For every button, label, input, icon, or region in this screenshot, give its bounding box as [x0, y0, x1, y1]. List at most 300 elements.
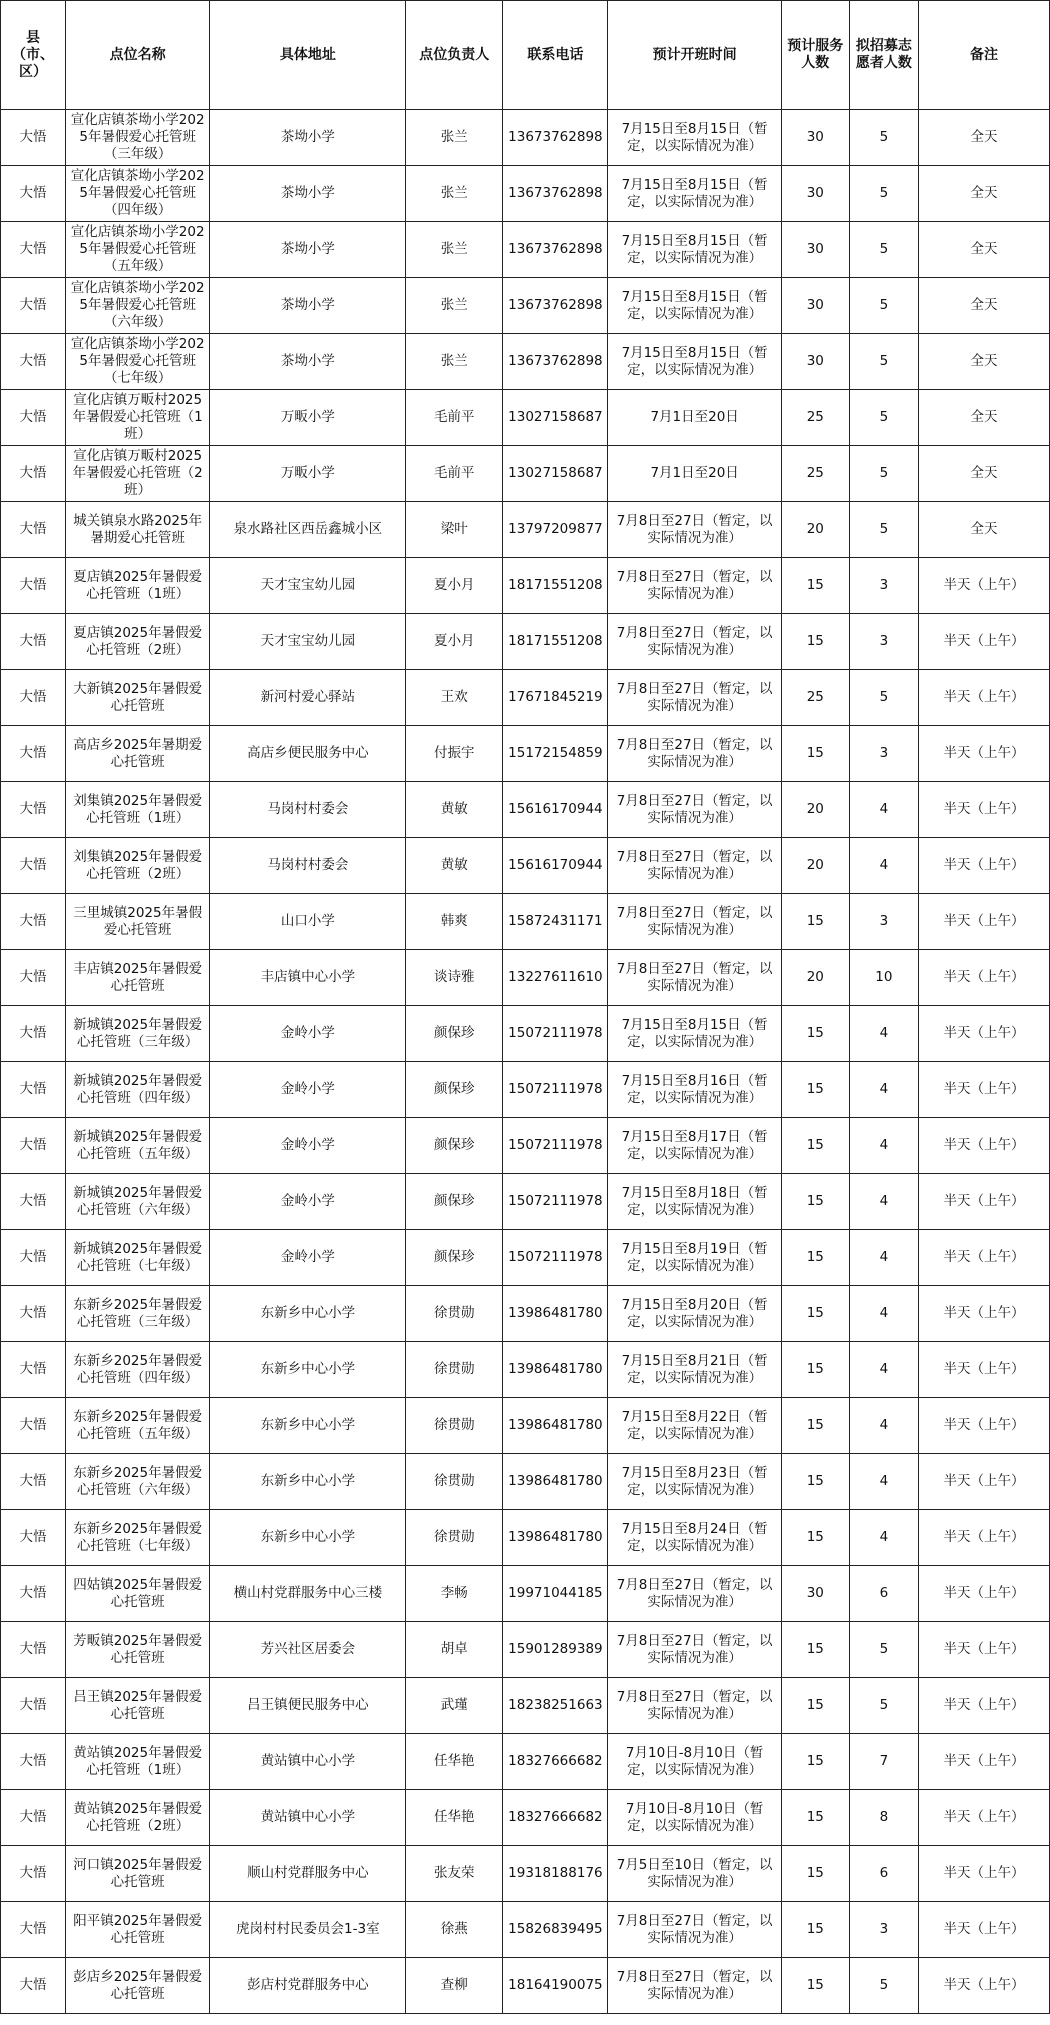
cell-county: 大悟: [1, 390, 66, 446]
cell-address: 茶坳小学: [210, 222, 406, 278]
cell-address: 黄站镇中心小学: [210, 1734, 406, 1790]
cell-person: 张兰: [406, 110, 503, 166]
cell-phone: 15826839495: [503, 1902, 608, 1958]
cell-phone: 18164190075: [503, 1958, 608, 2014]
cell-time: 7月8日至27日（暂定，以实际情况为准）: [608, 670, 781, 726]
cell-address: 山口小学: [210, 894, 406, 950]
cell-county: 大悟: [1, 1902, 66, 1958]
cell-service-count: 15: [781, 1118, 849, 1174]
cell-address: 新河村爱心驿站: [210, 670, 406, 726]
cell-phone: 15072111978: [503, 1174, 608, 1230]
table-row: [1, 1790, 1050, 1846]
cell-address: 万畈小学: [210, 390, 406, 446]
cell-time: 7月15日至8月16日（暂定，以实际情况为准）: [608, 1062, 781, 1118]
cell-service-count: 20: [781, 950, 849, 1006]
cell-service-count: 25: [781, 446, 849, 502]
cell-name: 宣化店镇茶坳小学2025年暑假爱心托管班（三年级）: [65, 110, 209, 166]
cell-person: 张兰: [406, 222, 503, 278]
table-row: [1, 1118, 1050, 1174]
cell-note: 半天（上午）: [918, 1006, 1049, 1062]
cell-note: 半天（上午）: [918, 1454, 1049, 1510]
cell-phone: 13673762898: [503, 166, 608, 222]
cell-person: 毛前平: [406, 446, 503, 502]
cell-time: 7月8日至27日（暂定，以实际情况为准）: [608, 1678, 781, 1734]
cell-phone: 19971044185: [503, 1566, 608, 1622]
cell-phone: 13986481780: [503, 1398, 608, 1454]
cell-address: 东新乡中心小学: [210, 1510, 406, 1566]
cell-address: 东新乡中心小学: [210, 1454, 406, 1510]
cell-address: 金岭小学: [210, 1118, 406, 1174]
cell-county: 大悟: [1, 222, 66, 278]
cell-person: 颜保珍: [406, 1174, 503, 1230]
cell-county: 大悟: [1, 1958, 66, 2014]
cell-address: 天才宝宝幼儿园: [210, 614, 406, 670]
cell-note: 半天（上午）: [918, 950, 1049, 1006]
table-row: [1, 1174, 1050, 1230]
cell-time: 7月15日至8月23日（暂定，以实际情况为准）: [608, 1454, 781, 1510]
cell-note: 半天（上午）: [918, 1734, 1049, 1790]
cell-address: 茶坳小学: [210, 278, 406, 334]
cell-service-count: 15: [781, 1006, 849, 1062]
cell-phone: 15072111978: [503, 1230, 608, 1286]
cell-volunteer-count: 5: [849, 670, 918, 726]
cell-address: 彭店村党群服务中心: [210, 1958, 406, 2014]
cell-note: 半天（上午）: [918, 1398, 1049, 1454]
cell-name: 宣化店镇万畈村2025年暑假爱心托管班（1班）: [65, 390, 209, 446]
cell-time: 7月1日至20日: [608, 446, 781, 502]
cell-volunteer-count: 5: [849, 222, 918, 278]
header-volunteer-count: 拟招募志愿者人数: [849, 1, 918, 110]
cell-phone: 15072111978: [503, 1118, 608, 1174]
cell-note: 半天（上午）: [918, 1958, 1049, 2014]
cell-person: 颜保珍: [406, 1230, 503, 1286]
cell-service-count: 15: [781, 1734, 849, 1790]
cell-volunteer-count: 4: [849, 838, 918, 894]
cell-phone: 18171551208: [503, 558, 608, 614]
cell-person: 徐贯勋: [406, 1398, 503, 1454]
cell-phone: 15616170944: [503, 838, 608, 894]
cell-address: 东新乡中心小学: [210, 1398, 406, 1454]
cell-phone: 13027158687: [503, 390, 608, 446]
cell-address: 茶坳小学: [210, 166, 406, 222]
cell-person: 查柳: [406, 1958, 503, 2014]
cell-county: 大悟: [1, 1510, 66, 1566]
table-row: [1, 558, 1050, 614]
cell-volunteer-count: 10: [849, 950, 918, 1006]
table-row: [1, 1454, 1050, 1510]
cell-person: 夏小月: [406, 614, 503, 670]
cell-name: 黄站镇2025年暑假爱心托管班（2班）: [65, 1790, 209, 1846]
header-phone: 联系电话: [503, 1, 608, 110]
cell-county: 大悟: [1, 1286, 66, 1342]
cell-county: 大悟: [1, 1790, 66, 1846]
cell-person: 武瑾: [406, 1678, 503, 1734]
cell-volunteer-count: 3: [849, 1902, 918, 1958]
cell-address: 马岗村村委会: [210, 782, 406, 838]
cell-note: 半天（上午）: [918, 1118, 1049, 1174]
cell-county: 大悟: [1, 1566, 66, 1622]
cell-volunteer-count: 4: [849, 1006, 918, 1062]
cell-time: 7月15日至8月15日（暂定，以实际情况为准）: [608, 110, 781, 166]
cell-person: 徐贯勋: [406, 1510, 503, 1566]
header-name: 点位名称: [65, 1, 209, 110]
cell-note: 半天（上午）: [918, 614, 1049, 670]
cell-phone: 18171551208: [503, 614, 608, 670]
cell-phone: 15072111978: [503, 1006, 608, 1062]
cell-person: 夏小月: [406, 558, 503, 614]
cell-person: 张兰: [406, 166, 503, 222]
cell-note: 全天: [918, 222, 1049, 278]
cell-time: 7月15日至8月18日（暂定，以实际情况为准）: [608, 1174, 781, 1230]
cell-person: 黄敏: [406, 782, 503, 838]
cell-note: 半天（上午）: [918, 782, 1049, 838]
cell-county: 大悟: [1, 614, 66, 670]
cell-address: 金岭小学: [210, 1006, 406, 1062]
cell-note: 半天（上午）: [918, 894, 1049, 950]
cell-phone: 13797209877: [503, 502, 608, 558]
cell-person: 张兰: [406, 334, 503, 390]
cell-person: 颜保珍: [406, 1118, 503, 1174]
cell-time: 7月15日至8月15日（暂定，以实际情况为准）: [608, 334, 781, 390]
cell-volunteer-count: 5: [849, 1958, 918, 2014]
cell-note: 全天: [918, 166, 1049, 222]
cell-note: 半天（上午）: [918, 726, 1049, 782]
table-row: [1, 1342, 1050, 1398]
cell-county: 大悟: [1, 1678, 66, 1734]
cell-person: 任华艳: [406, 1734, 503, 1790]
cell-phone: 18327666682: [503, 1734, 608, 1790]
cell-county: 大悟: [1, 1230, 66, 1286]
header-time: 预计开班时间: [608, 1, 781, 110]
cell-name: 三里城镇2025年暑假爱心托管班: [65, 894, 209, 950]
cell-name: 芳畈镇2025年暑假爱心托管班: [65, 1622, 209, 1678]
cell-service-count: 15: [781, 1622, 849, 1678]
cell-name: 宣化店镇茶坳小学2025年暑假爱心托管班（五年级）: [65, 222, 209, 278]
table-row: [1, 278, 1050, 334]
cell-county: 大悟: [1, 278, 66, 334]
cell-address: 黄站镇中心小学: [210, 1790, 406, 1846]
cell-time: 7月15日至8月24日（暂定，以实际情况为准）: [608, 1510, 781, 1566]
cell-county: 大悟: [1, 446, 66, 502]
header-address: 具体地址: [210, 1, 406, 110]
cell-note: 全天: [918, 446, 1049, 502]
cell-volunteer-count: 8: [849, 1790, 918, 1846]
cell-address: 万畈小学: [210, 446, 406, 502]
cell-service-count: 15: [781, 1678, 849, 1734]
table-row: [1, 1958, 1050, 2014]
cell-volunteer-count: 5: [849, 1678, 918, 1734]
cell-time: 7月15日至8月15日（暂定，以实际情况为准）: [608, 1006, 781, 1062]
cell-note: 半天（上午）: [918, 1230, 1049, 1286]
cell-volunteer-count: 5: [849, 278, 918, 334]
cell-service-count: 15: [781, 614, 849, 670]
cell-note: 全天: [918, 334, 1049, 390]
table-row: [1, 1846, 1050, 1902]
cell-service-count: 15: [781, 1398, 849, 1454]
cell-person: 任华艳: [406, 1790, 503, 1846]
cell-name: 城关镇泉水路2025年暑期爱心托管班: [65, 502, 209, 558]
cell-address: 顺山村党群服务中心: [210, 1846, 406, 1902]
cell-note: 半天（上午）: [918, 1846, 1049, 1902]
cell-time: 7月1日至20日: [608, 390, 781, 446]
cell-name: 黄站镇2025年暑假爱心托管班（1班）: [65, 1734, 209, 1790]
table-row: [1, 1398, 1050, 1454]
cell-phone: 13986481780: [503, 1286, 608, 1342]
cell-volunteer-count: 4: [849, 1454, 918, 1510]
cell-time: 7月8日至27日（暂定，以实际情况为准）: [608, 1566, 781, 1622]
cell-name: 东新乡2025年暑假爱心托管班（四年级）: [65, 1342, 209, 1398]
cell-name: 夏店镇2025年暑假爱心托管班（2班）: [65, 614, 209, 670]
table-row: [1, 894, 1050, 950]
table-row: [1, 1734, 1050, 1790]
cell-note: 半天（上午）: [918, 1790, 1049, 1846]
cell-phone: 13027158687: [503, 446, 608, 502]
table-row: [1, 390, 1050, 446]
cell-county: 大悟: [1, 726, 66, 782]
cell-person: 谈诗雅: [406, 950, 503, 1006]
table-row: [1, 1566, 1050, 1622]
cell-county: 大悟: [1, 1174, 66, 1230]
cell-volunteer-count: 4: [849, 782, 918, 838]
cell-note: 半天（上午）: [918, 1286, 1049, 1342]
cell-county: 大悟: [1, 1398, 66, 1454]
cell-name: 新城镇2025年暑假爱心托管班（六年级）: [65, 1174, 209, 1230]
cell-time: 7月8日至27日（暂定，以实际情况为准）: [608, 894, 781, 950]
cell-service-count: 15: [781, 1790, 849, 1846]
cell-time: 7月8日至27日（暂定，以实际情况为准）: [608, 726, 781, 782]
table-row: [1, 1286, 1050, 1342]
table-row: [1, 670, 1050, 726]
cell-phone: 13986481780: [503, 1454, 608, 1510]
cell-name: 刘集镇2025年暑假爱心托管班（1班）: [65, 782, 209, 838]
table-row: [1, 222, 1050, 278]
cell-phone: 13673762898: [503, 334, 608, 390]
cell-service-count: 15: [781, 1174, 849, 1230]
table-row: [1, 1230, 1050, 1286]
cell-note: 半天（上午）: [918, 1174, 1049, 1230]
cell-name: 新城镇2025年暑假爱心托管班（三年级）: [65, 1006, 209, 1062]
cell-name: 阳平镇2025年暑假爱心托管班: [65, 1902, 209, 1958]
cell-person: 颜保珍: [406, 1062, 503, 1118]
cell-name: 四姑镇2025年暑假爱心托管班: [65, 1566, 209, 1622]
header-service-count: 预计服务人数: [781, 1, 849, 110]
cell-county: 大悟: [1, 1846, 66, 1902]
cell-county: 大悟: [1, 502, 66, 558]
cell-phone: 13986481780: [503, 1510, 608, 1566]
cell-note: 半天（上午）: [918, 838, 1049, 894]
cell-phone: 13673762898: [503, 278, 608, 334]
cell-volunteer-count: 6: [849, 1566, 918, 1622]
cell-time: 7月8日至27日（暂定，以实际情况为准）: [608, 838, 781, 894]
cell-name: 东新乡2025年暑假爱心托管班（七年级）: [65, 1510, 209, 1566]
cell-county: 大悟: [1, 670, 66, 726]
cell-phone: 13227611610: [503, 950, 608, 1006]
cell-person: 韩爽: [406, 894, 503, 950]
cell-county: 大悟: [1, 838, 66, 894]
cell-volunteer-count: 4: [849, 1398, 918, 1454]
cell-volunteer-count: 3: [849, 726, 918, 782]
cell-county: 大悟: [1, 1342, 66, 1398]
cell-address: 金岭小学: [210, 1062, 406, 1118]
cell-volunteer-count: 3: [849, 894, 918, 950]
cell-volunteer-count: 4: [849, 1286, 918, 1342]
cell-name: 宣化店镇茶坳小学2025年暑假爱心托管班（六年级）: [65, 278, 209, 334]
cell-service-count: 20: [781, 502, 849, 558]
cell-note: 半天（上午）: [918, 1902, 1049, 1958]
cell-name: 宣化店镇万畈村2025年暑假爱心托管班（2班）: [65, 446, 209, 502]
cell-note: 全天: [918, 390, 1049, 446]
cell-name: 新城镇2025年暑假爱心托管班（五年级）: [65, 1118, 209, 1174]
cell-name: 河口镇2025年暑假爱心托管班: [65, 1846, 209, 1902]
cell-phone: 13986481780: [503, 1342, 608, 1398]
cell-volunteer-count: 3: [849, 558, 918, 614]
cell-service-count: 25: [781, 390, 849, 446]
table-row: [1, 1006, 1050, 1062]
cell-volunteer-count: 4: [849, 1174, 918, 1230]
cell-address: 高店乡便民服务中心: [210, 726, 406, 782]
cell-volunteer-count: 6: [849, 1846, 918, 1902]
cell-service-count: 15: [781, 1230, 849, 1286]
cell-person: 王欢: [406, 670, 503, 726]
cell-person: 颜保珍: [406, 1006, 503, 1062]
cell-service-count: 30: [781, 222, 849, 278]
cell-volunteer-count: 5: [849, 446, 918, 502]
cell-time: 7月15日至8月15日（暂定，以实际情况为准）: [608, 278, 781, 334]
cell-county: 大悟: [1, 1118, 66, 1174]
cell-county: 大悟: [1, 334, 66, 390]
cell-note: 半天（上午）: [918, 1342, 1049, 1398]
cell-volunteer-count: 5: [849, 334, 918, 390]
cell-service-count: 25: [781, 670, 849, 726]
cell-phone: 15072111978: [503, 1062, 608, 1118]
cell-county: 大悟: [1, 782, 66, 838]
cell-county: 大悟: [1, 558, 66, 614]
cell-note: 半天（上午）: [918, 1510, 1049, 1566]
cell-county: 大悟: [1, 1454, 66, 1510]
cell-time: 7月8日至27日（暂定，以实际情况为准）: [608, 782, 781, 838]
table-row: [1, 782, 1050, 838]
table-row: [1, 110, 1050, 166]
cell-service-count: 15: [781, 726, 849, 782]
cell-county: 大悟: [1, 1734, 66, 1790]
cell-person: 徐燕: [406, 1902, 503, 1958]
table-row: [1, 502, 1050, 558]
cell-volunteer-count: 7: [849, 1734, 918, 1790]
cell-time: 7月8日至27日（暂定，以实际情况为准）: [608, 558, 781, 614]
cell-time: 7月15日至8月15日（暂定，以实际情况为准）: [608, 222, 781, 278]
cell-address: 金岭小学: [210, 1230, 406, 1286]
cell-address: 茶坳小学: [210, 334, 406, 390]
table-row: [1, 1902, 1050, 1958]
cell-time: 7月15日至8月17日（暂定，以实际情况为准）: [608, 1118, 781, 1174]
cell-service-count: 15: [781, 1454, 849, 1510]
table-row: [1, 1678, 1050, 1734]
cell-address: 泉水路社区西岳鑫城小区: [210, 502, 406, 558]
cell-address: 天才宝宝幼儿园: [210, 558, 406, 614]
cell-person: 张兰: [406, 278, 503, 334]
cell-phone: 19318188176: [503, 1846, 608, 1902]
cell-service-count: 15: [781, 558, 849, 614]
cell-phone: 15872431171: [503, 894, 608, 950]
cell-name: 新城镇2025年暑假爱心托管班（七年级）: [65, 1230, 209, 1286]
cell-volunteer-count: 5: [849, 110, 918, 166]
cell-note: 半天（上午）: [918, 558, 1049, 614]
cell-service-count: 30: [781, 278, 849, 334]
header-person: 点位负责人: [406, 1, 503, 110]
cell-time: 7月8日至27日（暂定，以实际情况为准）: [608, 950, 781, 1006]
cell-address: 马岗村村委会: [210, 838, 406, 894]
cell-county: 大悟: [1, 950, 66, 1006]
cell-name: 东新乡2025年暑假爱心托管班（六年级）: [65, 1454, 209, 1510]
cell-service-count: 15: [781, 1342, 849, 1398]
cell-phone: 15901289389: [503, 1622, 608, 1678]
cell-name: 东新乡2025年暑假爱心托管班（三年级）: [65, 1286, 209, 1342]
cell-service-count: 15: [781, 894, 849, 950]
cell-county: 大悟: [1, 166, 66, 222]
cell-phone: 13673762898: [503, 222, 608, 278]
cell-address: 虎岗村村民委员会1-3室: [210, 1902, 406, 1958]
cell-person: 徐贯勋: [406, 1286, 503, 1342]
cell-time: 7月15日至8月21日（暂定，以实际情况为准）: [608, 1342, 781, 1398]
cell-name: 大新镇2025年暑假爱心托管班: [65, 670, 209, 726]
cell-person: 徐贯勋: [406, 1454, 503, 1510]
cell-address: 横山村党群服务中心三楼: [210, 1566, 406, 1622]
cell-name: 宣化店镇茶坳小学2025年暑假爱心托管班（七年级）: [65, 334, 209, 390]
cell-person: 付振宇: [406, 726, 503, 782]
cell-volunteer-count: 4: [849, 1510, 918, 1566]
cell-person: 黄敏: [406, 838, 503, 894]
cell-service-count: 15: [781, 1286, 849, 1342]
cell-volunteer-count: 3: [849, 614, 918, 670]
table-header-row: [1, 1, 1050, 110]
cell-note: 半天（上午）: [918, 1062, 1049, 1118]
cell-service-count: 20: [781, 838, 849, 894]
cell-time: 7月5日至10日（暂定，以实际情况为准）: [608, 1846, 781, 1902]
cell-county: 大悟: [1, 1006, 66, 1062]
cell-name: 高店乡2025年暑期爱心托管班: [65, 726, 209, 782]
cell-name: 彭店乡2025年暑假爱心托管班: [65, 1958, 209, 2014]
cell-person: 张友荣: [406, 1846, 503, 1902]
cell-address: 丰店镇中心小学: [210, 950, 406, 1006]
cell-service-count: 30: [781, 334, 849, 390]
cell-service-count: 15: [781, 1958, 849, 2014]
header-note: 备注: [918, 1, 1049, 110]
cell-volunteer-count: 4: [849, 1230, 918, 1286]
cell-county: 大悟: [1, 110, 66, 166]
cell-note: 全天: [918, 110, 1049, 166]
table-row: [1, 1510, 1050, 1566]
cell-service-count: 30: [781, 110, 849, 166]
table-body: [1, 110, 1050, 2014]
cell-time: 7月15日至8月19日（暂定，以实际情况为准）: [608, 1230, 781, 1286]
cell-person: 李畅: [406, 1566, 503, 1622]
cell-service-count: 15: [781, 1062, 849, 1118]
cell-service-count: 15: [781, 1846, 849, 1902]
cell-note: 全天: [918, 502, 1049, 558]
table-row: [1, 726, 1050, 782]
cell-service-count: 20: [781, 782, 849, 838]
cell-volunteer-count: 5: [849, 166, 918, 222]
cell-person: 胡卓: [406, 1622, 503, 1678]
table-row: [1, 166, 1050, 222]
cell-time: 7月10日-8月10日（暂定，以实际情况为准）: [608, 1734, 781, 1790]
cell-note: 半天（上午）: [918, 1566, 1049, 1622]
cell-address: 吕王镇便民服务中心: [210, 1678, 406, 1734]
cell-name: 刘集镇2025年暑假爱心托管班（2班）: [65, 838, 209, 894]
cell-volunteer-count: 5: [849, 390, 918, 446]
cell-time: 7月15日至8月22日（暂定，以实际情况为准）: [608, 1398, 781, 1454]
table-row: [1, 950, 1050, 1006]
